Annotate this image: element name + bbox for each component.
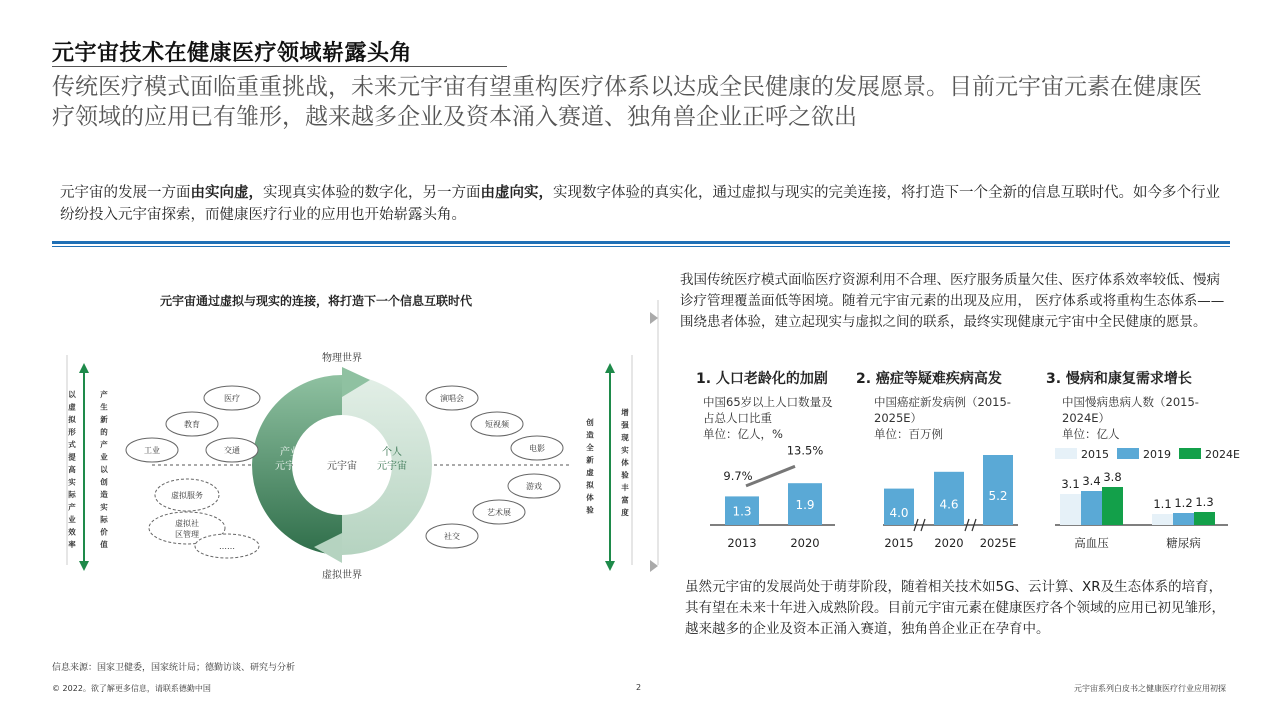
left-bubble-label: 虚拟社	[175, 519, 199, 528]
left-bubble-label: ……	[219, 542, 235, 551]
right-bubble-label: 电影	[529, 444, 545, 453]
chart3-legend-label: 2019	[1143, 448, 1171, 461]
chart3-value-label: 1.2	[1174, 496, 1193, 510]
chart1-value-label: 1.9	[795, 498, 815, 513]
chart2-unit: 单位：百万例	[874, 427, 943, 441]
vertical-text-char: 值	[100, 540, 108, 549]
right-bubble-label: 短视频	[485, 420, 509, 429]
vertical-text-char: 价	[100, 527, 108, 537]
vertical-text-char: 际	[68, 490, 76, 499]
page-title: 元宇宙技术在健康医疗领域崭露头角	[52, 41, 413, 66]
page-subtitle: 传统医疗模式面临重重挑战，未来元宇宙有望重构医疗体系以达成全民健康的发展愿景。目前元宇宙元素在健康医疗领域的应用已有雏形，越来越多企业及资本涌入赛道、独角兽企业正呼之欲出	[52, 74, 1202, 130]
intro-bold-2: 由虚向实，	[480, 185, 553, 201]
left-bubble-label: 教育	[184, 420, 200, 429]
intro-text-2: 实现真实体验的数字化，另一方面	[263, 185, 481, 201]
chart2-value-label: 4.6	[939, 497, 959, 512]
vertical-text-char: 以	[100, 465, 108, 474]
left-bubbles	[126, 386, 260, 558]
vertical-text-char: 虚	[68, 402, 76, 412]
intro-text-1: 元宇宙的发展一方面	[60, 185, 191, 201]
vertical-text-char: 产	[68, 502, 76, 512]
chart3-bar	[1152, 514, 1173, 525]
chart3-value-label: 3.8	[1103, 470, 1122, 484]
chart3-legend-swatch	[1117, 448, 1139, 459]
title-underline	[52, 66, 507, 67]
right-bubbles	[426, 386, 563, 548]
bottom-label: 虚拟世界	[322, 570, 362, 581]
left-ring-label-2: 元宇宙	[275, 461, 305, 472]
chart1-line-label: 13.5%	[786, 443, 824, 458]
vertical-text-char: 式	[68, 440, 76, 449]
vertical-text-char: 验	[621, 470, 629, 480]
bracket-arrow-bottom	[650, 560, 658, 572]
right-bubble-label: 艺术展	[487, 508, 511, 517]
right-arrow-up-head	[605, 363, 615, 373]
chart2-value-label: 4.0	[889, 505, 909, 520]
chart2-plot	[868, 440, 1028, 555]
vertical-text-char: 体	[586, 493, 594, 502]
vertical-text-char: 度	[621, 508, 629, 517]
chart3-unit: 单位：亿人	[1062, 427, 1120, 441]
chart1-subtitle: 中国65岁以上人口数量及占总人口比重	[703, 395, 833, 425]
vertical-text-char: 创	[100, 477, 108, 487]
right-arrow-down-head	[605, 561, 615, 571]
intro-bold-1: 由实向虚，	[190, 185, 263, 201]
vertical-text-char: 体	[621, 458, 629, 467]
chart3-legend-swatch	[1055, 448, 1077, 459]
chart3-bar	[1194, 512, 1215, 525]
left-arrow-down-head	[79, 561, 89, 571]
vertical-text-char: 业	[68, 515, 76, 524]
vertical-text-char: 高	[68, 465, 76, 474]
chart3-legend-label: 2024E	[1205, 448, 1240, 461]
right-bubble-label: 演唱会	[440, 394, 464, 403]
diagram-title: 元宇宙通过虚拟与现实的连接，将打造下一个信息互联时代	[160, 294, 473, 308]
vertical-text-char: 形	[68, 427, 76, 437]
page-number: 2	[636, 683, 642, 692]
chart1-value-label: 1.3	[732, 504, 752, 519]
chart2-value-label: 5.2	[988, 489, 1008, 503]
vertical-text-char: 的	[100, 427, 108, 437]
chart2-title: 2. 癌症等疑难疾病高发	[856, 371, 1002, 387]
source-note: 信息来源：国家卫健委，国家统计局；德勤访谈、研究与分析	[52, 663, 296, 673]
section-divider-thick	[52, 241, 1230, 244]
vertical-text-char: 拟	[68, 415, 76, 424]
chart3-bar	[1102, 487, 1123, 525]
right-ring-label-2: 元宇宙	[377, 461, 407, 472]
chart2-category-label: 2020	[934, 536, 964, 550]
vertical-text-char: 全	[586, 443, 594, 452]
copyright: © 2022。欲了解更多信息，请联系德勤中国	[52, 684, 211, 693]
vertical-text-char: 创	[586, 418, 594, 427]
intro-text-3: 实现数字体验的真实化，通过虚拟与现实的完美连接，将打造下一个全新的信息互联时代。如今多个行业纷纷投入元宇宙探索，而健康医疗行业的应用也开始崭露头角。	[60, 185, 1220, 223]
vertical-text-char: 以	[68, 390, 76, 399]
chart3-category-label: 高血压	[1074, 536, 1109, 550]
left-arrow-up-head	[79, 363, 89, 373]
chart3-bar	[1173, 513, 1194, 525]
chart1-line-label: 9.7%	[723, 468, 753, 483]
vertical-text-char: 现	[621, 433, 629, 442]
chart3-title: 3. 慢病和康复需求增长	[1046, 371, 1192, 387]
top-label: 物理世界	[322, 353, 362, 364]
vertical-text-char: 新	[586, 455, 594, 465]
vertical-text-char: 实	[621, 445, 629, 455]
chart3-plot	[1050, 440, 1240, 555]
right-paragraph-2: 虽然元宇宙的发展尚处于萌芽阶段，随着相关技术如5G、云计算、XR及生态体系的培育，其有望在未来十年进入成熟阶段。目前元宇宙元素在健康医疗各个领域的应用已初见雏形，越来越多的企业及资本正涌入赛道，独角兽企业正在孕育中。	[685, 579, 1225, 637]
chart3-value-label: 1.1	[1153, 497, 1172, 511]
right-bubble-label: 游戏	[526, 482, 542, 491]
chart3-value-label: 3.1	[1061, 477, 1080, 491]
vertical-text-char: 增	[621, 408, 629, 417]
right-paragraph-1: 我国传统医疗模式面临医疗资源利用不合理、医疗服务质量欠佳、医疗体系效率较低、慢病诊疗管理覆盖面低等困境。随着元宇宙元素的出现及应用， 医疗体系或将重构生态体系——围绕患者体验，建立起现实与虚拟之间的联系，最终实现健康元宇宙中全民健康的愿景。	[680, 272, 1225, 330]
chart1-unit: 单位：亿人，%	[703, 427, 783, 441]
vertical-text-char: 效	[68, 527, 76, 537]
section-divider-thin	[52, 246, 1230, 247]
right-bubble-label: 社交	[444, 532, 460, 541]
chart1-category-label: 2013	[727, 536, 757, 550]
right-column-bracket	[648, 280, 668, 580]
vertical-text-char: 丰	[621, 483, 629, 492]
chart3-legend-swatch	[1179, 448, 1201, 459]
vertical-text-char: 验	[586, 505, 594, 515]
left-bubble-label: 工业	[144, 446, 160, 455]
left-ring-label-1: 产业	[280, 447, 300, 458]
chart3-value-label: 1.3	[1195, 495, 1214, 509]
chart3-bar	[1060, 494, 1081, 525]
footer-doc-title: 元宇宙系列白皮书之健康医疗行业应用初探	[1074, 684, 1226, 693]
chart3-legend-label: 2015	[1081, 448, 1109, 461]
vertical-text-char: 富	[621, 495, 629, 505]
chart3-bar	[1081, 491, 1102, 525]
vertical-text-char: 率	[68, 540, 76, 549]
chart1-title: 1. 人口老龄化的加剧	[696, 371, 828, 387]
chart2-category-label: 2015	[884, 536, 914, 550]
vertical-text-char: 业	[100, 452, 108, 462]
vertical-text-char: 际	[100, 515, 108, 524]
chart1-trend-line	[746, 466, 795, 486]
chart3-category-label: 糖尿病	[1166, 536, 1201, 550]
vertical-text-char: 强	[621, 420, 629, 430]
vertical-text-char: 提	[68, 452, 76, 462]
right-ring-label-1: 个人	[382, 447, 402, 458]
vertical-text-char: 造	[586, 430, 594, 440]
chart1-category-label: 2020	[790, 536, 820, 550]
metaverse-diagram	[52, 255, 662, 655]
left-bubble-label: 医疗	[224, 394, 240, 403]
vertical-text-char: 虚	[586, 468, 594, 477]
chart2-subtitle: 中国癌症新发病例（2015-2025E）	[874, 395, 1011, 425]
vertical-text-char: 产	[100, 440, 108, 449]
bracket-arrow-top	[650, 312, 658, 324]
vertical-text-char: 实	[68, 477, 76, 487]
center-label: 元宇宙	[327, 461, 357, 472]
vertical-text-char: 产	[100, 390, 108, 399]
intro-paragraph	[60, 182, 1230, 226]
vertical-text-char: 生	[100, 402, 108, 412]
chart2-category-label: 2025E	[979, 536, 1017, 550]
left-bubble-label: 交通	[224, 446, 240, 455]
vertical-text-char: 造	[100, 490, 108, 499]
vertical-text-char: 拟	[586, 480, 594, 490]
left-bubble-label: 虚拟服务	[171, 491, 203, 500]
chart1-plot	[695, 440, 845, 555]
left-bubble-label: 区管理	[175, 530, 199, 539]
chart3-subtitle: 中国慢病患病人数（2015-2024E）	[1062, 395, 1199, 425]
vertical-text-char: 新	[100, 415, 108, 424]
vertical-text-char: 实	[100, 502, 108, 512]
chart3-value-label: 3.4	[1082, 474, 1101, 488]
